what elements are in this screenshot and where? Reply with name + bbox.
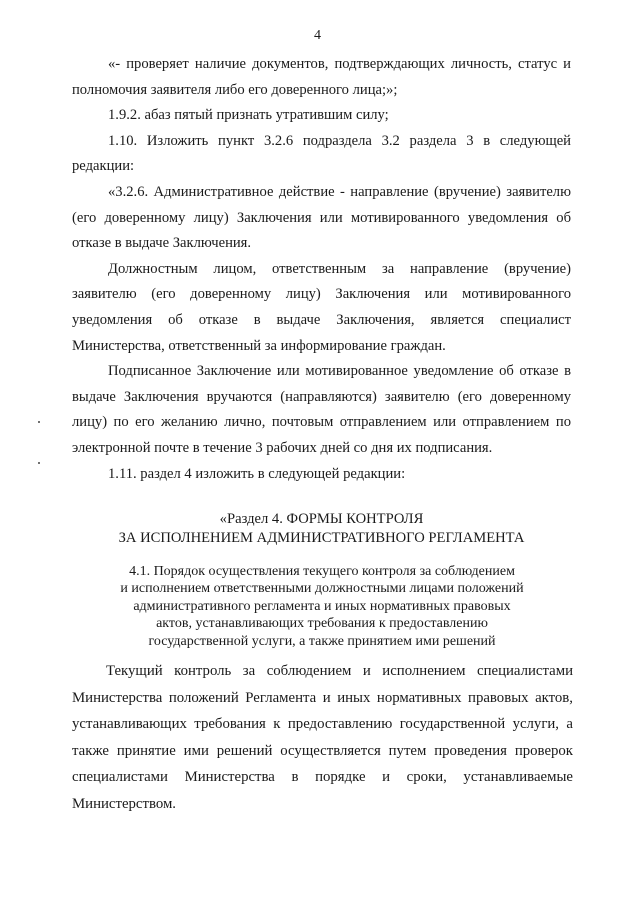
- paragraph-current-control: Текущий контроль за соблюдением и исполнением специалистами Министерства положений Регламента и иных нормативных правовых актов, устанавливающих требования к предоставлению государственной услуги, а также принятие ими решений осуществляется путем проведения проверок специалистами Министерства в порядке и сроки, устанавливаемые Министерством.: [72, 663, 573, 812]
- paragraph-1-11: 1.11. раздел 4 изложить в следующей редакции:: [108, 465, 406, 482]
- section-title-line-1: «Раздел 4. ФОРМЫ КОНТРОЛЯ: [219, 511, 424, 527]
- subsection-title-line: государственной услуги, а также принятием ими решений: [148, 633, 496, 649]
- scan-speck: [38, 421, 40, 423]
- paragraph-documents-check: «- проверяет наличие документов, подтверждающих личность, статус и полномочия заявителя либо его доверенного лица;»;: [72, 56, 571, 98]
- subsection-title-line: актов, устанавливающих требования к предоставлению: [156, 616, 488, 632]
- paragraph-1-9-2: 1.9.2. абаз пятый признать утратившим силу;: [108, 107, 389, 124]
- subsection-title-line: административного регламента и иных нормативных правовых: [133, 598, 511, 614]
- subsection-title: [92, 563, 552, 650]
- scan-speck: [38, 462, 40, 464]
- subsection-title-line: и исполнением ответственными должностными лицами положений: [120, 581, 524, 597]
- section-title-line-2: ЗА ИСПОЛНЕНИЕМ АДМИНИСТРАТИВНОГО РЕГЛАМЕНТА: [118, 530, 525, 546]
- amendments-text: [72, 52, 571, 487]
- paragraph-1-10: 1.10. Изложить пункт 3.2.6 подраздела 3.2 раздела 3 в следующей редакции:: [72, 132, 571, 175]
- paragraph-responsible-official: Должностным лицом, ответственным за направление (вручение) заявителю (его доверенному лицу) Заключения или мотивированного уведомления об отказе в выдаче Заключения, является специалист Министерства, ответственный за информирование граждан.: [72, 260, 571, 354]
- paragraph-delivery: Подписанное Заключение или мотивированное уведомление об отказе в выдаче Заключения вручаются (направляются) заявителю (его доверенному лицу) по его желанию лично, почтовым отправлением или отправлением по электронной почте в течение 3 рабочих дней со дня их подписания.: [72, 363, 571, 456]
- current-control-text: [72, 658, 573, 817]
- paragraph-3-2-6: «3.2.6. Административное действие - направление (вручение) заявителю (его доверенному лицу) Заключения или мотивированного уведомления об отказе в выдаче Заключения.: [72, 183, 571, 252]
- section-title: [72, 510, 571, 548]
- page-number: 4: [314, 28, 321, 43]
- subsection-title-line: 4.1. Порядок осуществления текущего контроля за соблюдением: [129, 564, 515, 579]
